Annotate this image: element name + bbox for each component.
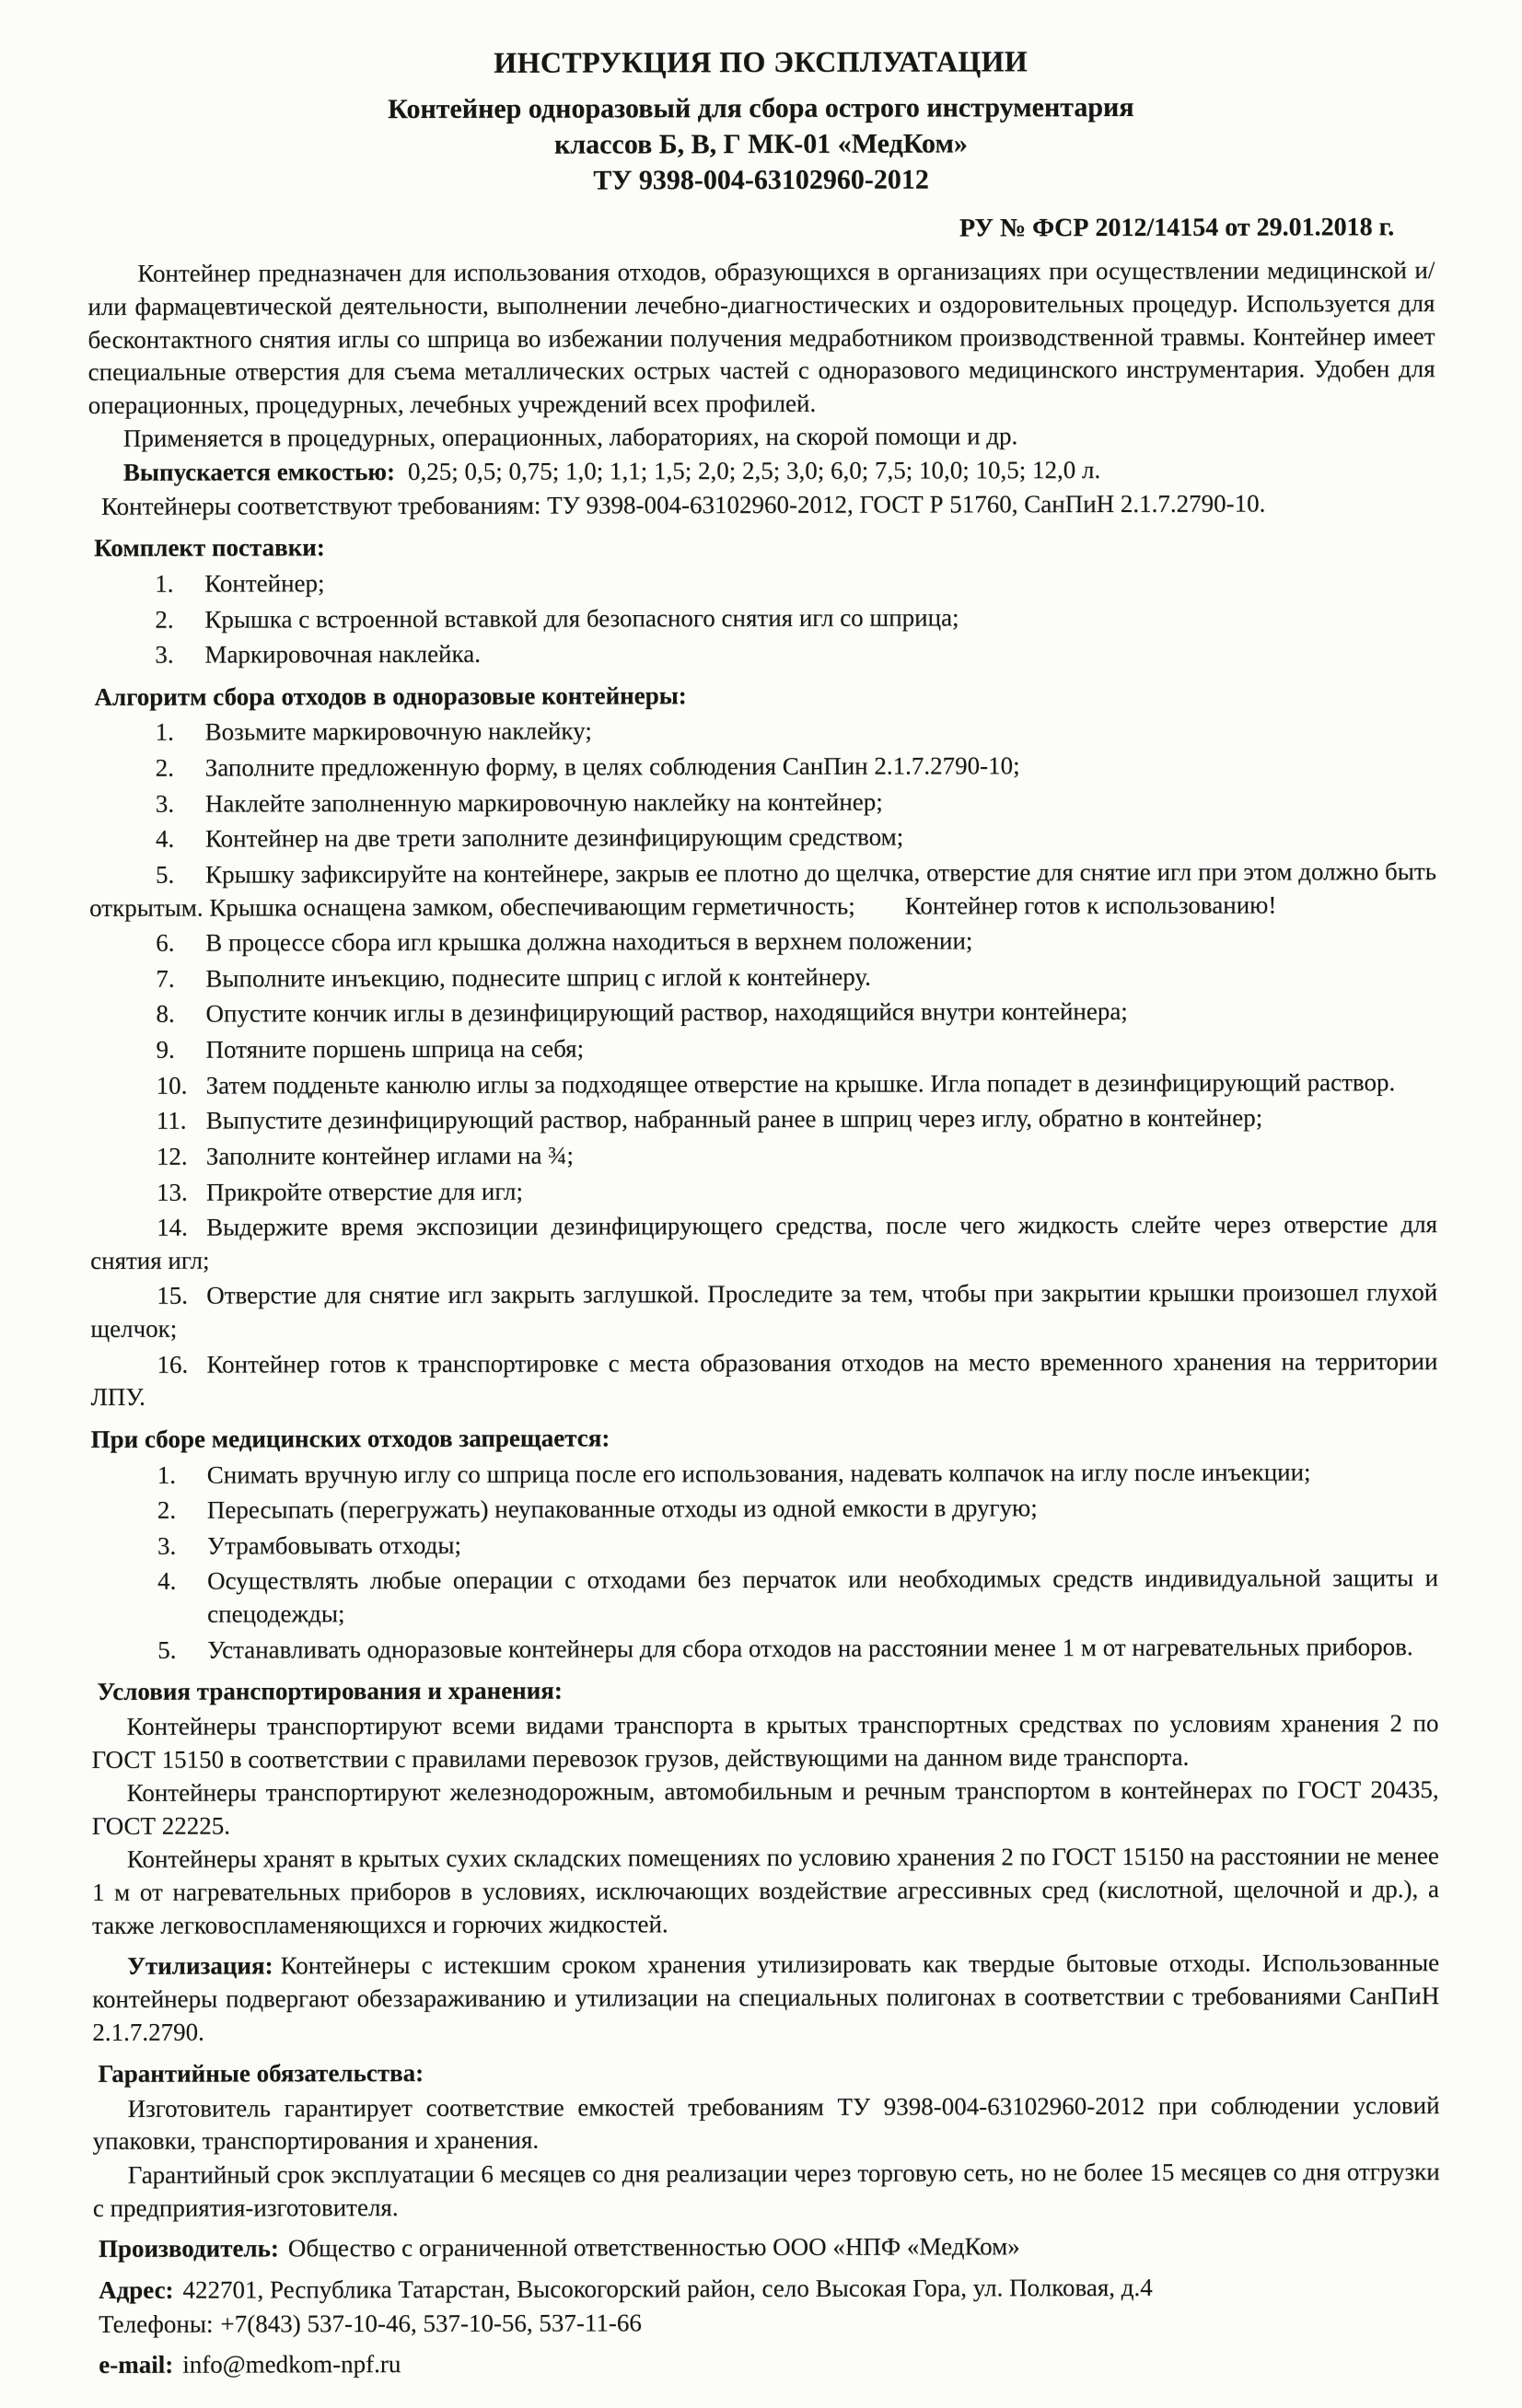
item-number: 3. xyxy=(157,1531,177,1560)
algorithm-list-item xyxy=(89,960,1436,995)
phones-text: +7(843) 537-10-46, 537-10-56, 537-11-66 xyxy=(220,2308,642,2338)
paragraph-text: Изготовитель гарантирует соответствие емкостей требованиям ТУ 9398-004-63102960-2012 при соблюдении условий упаковки, транспортирования и хранения. xyxy=(92,2090,1440,2156)
address-text: 422701, Республика Татарстан, Высокогорский район, село Высокая Гора, ул. Полковая, д.4 xyxy=(182,2273,1153,2304)
document-header xyxy=(87,42,1435,249)
item-text: Контейнер; xyxy=(204,569,325,598)
item-number: 2. xyxy=(155,753,175,782)
item-text: В процессе сбора игл крышка должна находиться в верхнем положении; xyxy=(205,926,973,957)
algorithm-list-item xyxy=(89,820,1436,855)
algorithm-list-item xyxy=(90,1101,1437,1137)
item-text: Прикройте отверстие для игл; xyxy=(205,1177,524,1206)
prohibited-list xyxy=(91,1456,1439,1668)
algorithm-list-item xyxy=(89,714,1436,750)
product-name-line1: Контейнер одноразовый для сбора острого инструментария xyxy=(388,92,1134,125)
phones-label: Телефоны: xyxy=(99,2309,214,2338)
item-number: 15. xyxy=(157,1282,189,1310)
item-number: 8. xyxy=(156,1000,175,1029)
warranty-paragraphs xyxy=(93,2089,1440,2225)
item-text: Контейнер готов к транспортировке с места образования отходов на место временного хранения на территории ЛПУ. xyxy=(90,1346,1438,1412)
prohibited-heading: При сборе медицинских отходов запрещается: xyxy=(90,1424,610,1453)
conformity-line: Контейнеры соответствуют требованиям: ТУ 9398-004-63102960-2012, ГОСТ Р 51760, СанПиН 2.1.7.2790-10. xyxy=(100,489,1266,520)
algorithm-list-item xyxy=(89,785,1436,820)
item-text: Выпустите дезинфицирующий раствор, набранный ранее в шприц через иглу, обратно в контейнер; xyxy=(205,1103,1263,1134)
transport-paragraph xyxy=(92,1841,1439,1943)
transport-paragraphs xyxy=(91,1707,1439,1942)
item-number: 5. xyxy=(155,860,175,889)
item-text: Осуществлять любые операции с отходами без перчаток или необходимых средств индивидуальной защиты и спецодежды; xyxy=(207,1564,1439,1628)
utilization-paragraph xyxy=(92,1947,1439,2049)
item-number: 14. xyxy=(157,1213,188,1241)
item-text: Крышку зафиксируйте на контейнере, закрыв ее плотно до щелчка, отверстие для снятие игл при этом должно быть открытым. Крышка оснащена замком, обеспечивающим герметичность; Контейнер готов к использованию! xyxy=(89,857,1437,922)
item-number: 6. xyxy=(156,928,175,957)
algorithm-list-item xyxy=(90,1277,1437,1346)
item-text: Пересыпать (перегружать) неупакованные отходы из одной емкости в другую; xyxy=(206,1494,1038,1524)
item-number: 10. xyxy=(156,1071,188,1099)
address-line xyxy=(93,2271,1440,2307)
capacity-label: Выпускается емкостью: xyxy=(122,458,396,486)
paragraph-text: Контейнеры транспортируют всеми видами транспорта в крытых транспортных средствах по условиям хранения 2 по ГОСТ 15150 в соответствии с правилами перевозок грузов, действующими на данном виде транспорта. xyxy=(91,1709,1439,1774)
item-number: 2. xyxy=(155,605,174,634)
manufacturer-text: Общество с ограниченной ответственностью ООО «НПФ «МедКом» xyxy=(287,2232,1020,2263)
paragraph-text: Контейнеры хранят в крытых сухих складских помещениях по условию хранения 2 по ГОСТ 15150 на расстоянии не менее 1 м от нагревательных приборов в условиях, исключающих воздействие агрессивных сред (кислотной, щелочной и др.), а также легковоспламеняющихся и горючих жидкостей. xyxy=(91,1842,1439,1939)
tu-number-line: ТУ 9398-004-63102960-2012 xyxy=(593,164,929,196)
utilization-text: Контейнеры с истекшим сроком хранения утилизировать как твердые бытовые отходы. Использованные контейнеры подвергают обеззараживанию и утилизации на специальных полигонах в соответствии с требованиями СанПиН 2.1.7.2790. xyxy=(92,1949,1440,2046)
package-heading: Комплект поставки: xyxy=(94,533,325,563)
package-list-item xyxy=(88,600,1435,636)
item-text: Контейнер на две трети заполните дезинфицирующим средством; xyxy=(204,822,904,853)
algorithm-list xyxy=(89,714,1438,1414)
item-number: 3. xyxy=(155,789,175,818)
item-number: 1. xyxy=(155,569,174,598)
document-title: ИНСТРУКЦИЯ ПО ЭКСПЛУАТАЦИИ xyxy=(494,44,1028,79)
capacity-line xyxy=(88,453,1435,489)
manufacturer-line xyxy=(93,2229,1440,2265)
algorithm-list-item xyxy=(90,1173,1437,1209)
transport-paragraph xyxy=(92,1774,1439,1843)
item-number: 16. xyxy=(157,1350,189,1378)
paragraph-text: Контейнеры транспортируют железнодорожным, автомобильным и речным транспортом в контейнерах по ГОСТ 20435, ГОСТ 22225. xyxy=(91,1775,1439,1840)
manufacturer-label: Производитель: xyxy=(98,2234,279,2263)
item-text: Наклейте заполненную маркировочную наклейку на контейнер; xyxy=(204,787,883,818)
item-text: Выдержите время экспозиции дезинфицирующего средства, после чего жидкость слейте через отверстие для снятия игл; xyxy=(90,1210,1438,1274)
utilization-label: Утилизация: xyxy=(127,1951,273,1981)
document-sheet xyxy=(87,42,1441,2382)
algorithm-list-item xyxy=(90,1066,1437,1102)
item-number: 9. xyxy=(156,1035,175,1064)
prohibited-list-item xyxy=(91,1563,1438,1632)
algorithm-list-item xyxy=(89,749,1436,785)
warranty-heading: Гарантийные обязательства: xyxy=(98,2059,424,2088)
algorithm-list-item xyxy=(90,1345,1437,1414)
algorithm-list-item xyxy=(89,995,1436,1031)
item-text: Затем подденьте канюлю иглы за подходящее отверстие на крышке. Игла попадет в дезинфицирующий раствор. xyxy=(205,1067,1396,1099)
paragraph-text: Гарантийный срок эксплуатации 6 месяцев со дня реализации через торговую сеть, но не более 15 месяцев со дня отгрузки с предприятия-изготовителя. xyxy=(92,2158,1440,2222)
warranty-paragraph xyxy=(93,2156,1440,2225)
item-number: 5. xyxy=(157,1635,177,1664)
item-text: Отверстие для снятие игл закрыть заглушкой. Проследите за тем, чтобы при закрытии крышки произошел глухой щелчок; xyxy=(90,1278,1438,1344)
package-list-item xyxy=(88,564,1435,600)
email-label: e-mail: xyxy=(99,2350,174,2379)
item-text: Крышка с встроенной вставкой для безопасного снятия игл со шприца; xyxy=(204,603,959,634)
registration-number-line: РУ № ФСР 2012/14154 от 29.01.2018 г. xyxy=(959,213,1395,243)
email-text: info@medkom-npf.ru xyxy=(182,2350,401,2379)
algorithm-list-item xyxy=(90,1208,1437,1277)
item-number: 1. xyxy=(155,718,174,747)
warranty-paragraph xyxy=(93,2089,1440,2158)
item-number: 2. xyxy=(157,1495,177,1524)
item-text: Утрамбовывать отходы; xyxy=(206,1530,461,1560)
algorithm-list-item xyxy=(89,924,1436,960)
item-text: Потяните поршень шприца на себя; xyxy=(205,1034,585,1064)
address-label: Адрес: xyxy=(99,2275,174,2304)
prohibited-list-item xyxy=(91,1491,1438,1527)
item-number: 4. xyxy=(155,825,175,854)
item-text: Заполните предложенную форму, в целях соблюдения СанПин 2.1.7.2790-10; xyxy=(204,751,1020,782)
intro-paragraph-1: Контейнер предназначен для использования отходов, образующихся в организациях при осуществлении медицинской и/или фармацевтической деятельности, выполнении лечебно-диагностических и оздоровительных процедур. Используется для бесконтактного снятия иглы со шприца во избежании получения медработником производственной травмы. Контейнер имеет специальные отверстия для съема металлических острых частей с одноразового медицинского инструментария. Удобен для операционных, процедурных, лечебных учреждений всех профилей. xyxy=(87,256,1435,419)
item-text: Снимать вручную иглу со шприца после его использования, надевать колпачок на иглу после инъекции; xyxy=(206,1458,1311,1489)
algorithm-heading: Алгоритм сбора отходов в одноразовые контейнеры: xyxy=(94,681,687,711)
prohibited-list-item xyxy=(91,1527,1438,1563)
item-text: Выполните инъекцию, поднесите шприц с иглой к контейнеру. xyxy=(205,962,871,993)
item-number: 11. xyxy=(156,1106,187,1135)
package-list xyxy=(88,564,1435,672)
item-text: Опустите кончик иглы в дезинфицирующий раствор, находящийся внутри контейнера; xyxy=(205,997,1128,1029)
email-line xyxy=(93,2345,1440,2381)
item-number: 13. xyxy=(156,1178,188,1206)
phones-line xyxy=(93,2305,1440,2341)
item-number: 12. xyxy=(156,1142,188,1170)
item-number: 3. xyxy=(155,640,174,669)
item-number: 4. xyxy=(157,1567,177,1596)
prohibited-list-item xyxy=(91,1456,1438,1492)
algorithm-list-item xyxy=(89,855,1436,925)
item-number: 7. xyxy=(156,964,175,993)
product-name-line2: классов Б, В, Г МК-01 «МедКом» xyxy=(554,128,968,160)
algorithm-list-item xyxy=(89,1030,1436,1066)
item-text: Маркировочная наклейка. xyxy=(204,640,481,669)
capacity-values: 0,25; 0,5; 0,75; 1,0; 1,1; 1,5; 2,0; 2,5; 3,0; 6,0; 7,5; 10,0; 10,5; 12,0 л. xyxy=(407,456,1101,486)
item-number: 1. xyxy=(157,1460,177,1489)
item-text: Устанавливать одноразовые контейнеры для сбора отходов на расстоянии менее 1 м от нагревательных приборов. xyxy=(207,1632,1413,1664)
transport-paragraph xyxy=(91,1707,1438,1776)
package-list-item xyxy=(88,635,1435,671)
algorithm-list-item xyxy=(90,1137,1437,1173)
transport-heading: Условия транспортирования и хранения: xyxy=(97,1676,563,1706)
item-text: Возьмите маркировочную наклейку; xyxy=(204,716,592,747)
prohibited-list-item xyxy=(91,1631,1438,1667)
intro-paragraph-2: Применяется в процедурных, операционных, лабораториях, на скорой помощи и др. xyxy=(122,422,1018,453)
item-text: Заполните контейнер иглами на ¾; xyxy=(205,1141,574,1170)
